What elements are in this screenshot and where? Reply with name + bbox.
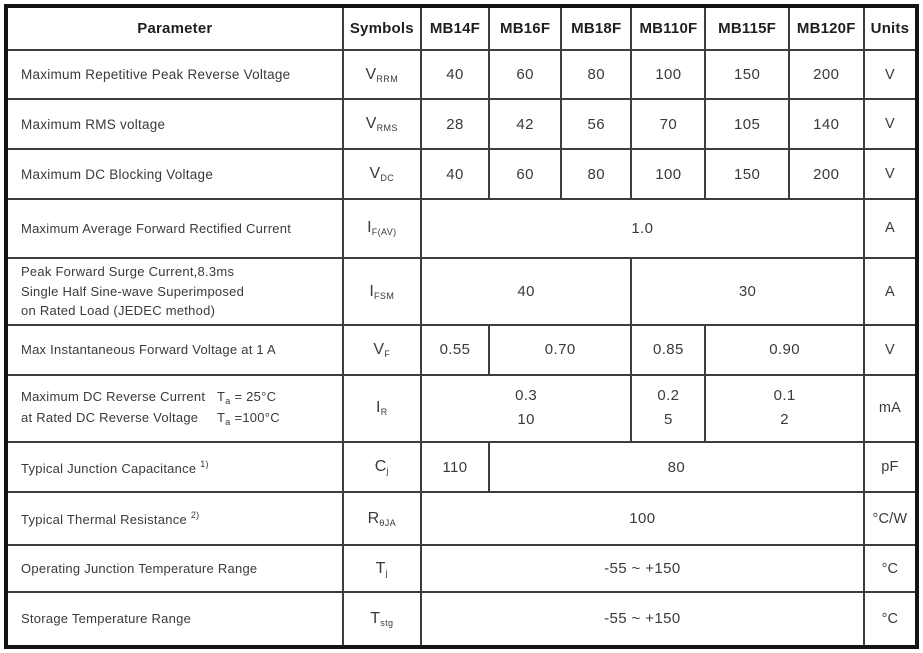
unit-cell: V [864, 99, 917, 149]
param-cell: Operating Junction Temperature Range [6, 545, 343, 591]
value-cell: 100 [631, 50, 705, 99]
value-line: 10 [517, 411, 535, 429]
table-row [6, 492, 917, 545]
param-cell [6, 375, 343, 442]
symbol-subscript: RRM [376, 73, 399, 84]
symbol-base: I [376, 399, 381, 417]
symbol-base: C [374, 458, 387, 476]
value-cell-span-all: -55 ~ +150 [421, 545, 864, 591]
symbol-cell [343, 258, 421, 325]
symbol-subscript: F(AV) [371, 227, 397, 238]
unit-cell: mA [864, 375, 917, 442]
param-line: Single Half Sine-wave Superimposed [21, 283, 245, 299]
param-line-with-condition [21, 387, 338, 409]
symbol-base: T [375, 559, 386, 577]
value-cell: 70 [631, 99, 705, 149]
param-line-text: at Rated DC Reverse Voltage [21, 410, 199, 426]
unit-cell: °C [864, 545, 917, 591]
col-header-part-mb120f: MB120F [789, 6, 864, 50]
table-row [6, 545, 917, 591]
symbol-base: I [367, 219, 372, 237]
symbol-cell [343, 592, 421, 647]
value-cell: 0.55 [421, 325, 489, 374]
symbol-subscript: R [380, 407, 388, 418]
col-header-part-mb18f: MB18F [561, 6, 631, 50]
symbol-base: I [369, 282, 375, 300]
table-row [6, 258, 917, 325]
value-cell-span: 80 [489, 442, 864, 492]
value-cell-span-all: 1.0 [421, 199, 864, 258]
symbol-cell [343, 99, 421, 149]
value-cell: 60 [489, 149, 561, 198]
symbol-cell [343, 199, 421, 258]
param-cell: Maximum Average Forward Rectified Current [6, 199, 343, 258]
value-cell: 200 [789, 50, 864, 99]
symbol-base: V [365, 115, 377, 133]
symbol-subscript: F [384, 348, 391, 359]
param-cell: Maximum DC Blocking Voltage [6, 149, 343, 198]
col-header-units: Units [864, 6, 917, 50]
symbol-subscript: j [386, 466, 389, 477]
maximum-ratings-table [4, 4, 919, 649]
symbol-subscript: j [385, 567, 388, 578]
condition-subscript: a [225, 395, 231, 406]
symbol-base: V [373, 340, 385, 358]
symbol-cell [343, 492, 421, 545]
symbol-base: R [367, 509, 380, 527]
symbol-subscript: θJA [379, 517, 397, 528]
param-cell [6, 492, 343, 545]
symbol-cell [343, 325, 421, 374]
value-line: 0.1 [773, 387, 796, 405]
value-cell: 150 [705, 149, 788, 198]
value-cell: 0.85 [631, 325, 705, 374]
param-line-with-condition [21, 408, 338, 430]
value-line: 0.3 [515, 387, 538, 405]
value-cell: 60 [489, 50, 561, 99]
col-header-symbols: Symbols [343, 6, 421, 50]
value-cell: 80 [561, 149, 631, 198]
param-cell: Maximum Repetitive Peak Reverse Voltage [6, 50, 343, 99]
value-cell-span: 40 [421, 258, 631, 325]
value-cell: 150 [705, 50, 788, 99]
table-row [6, 325, 917, 374]
table-row [6, 375, 917, 442]
value-cell: 105 [705, 99, 788, 149]
unit-cell: A [864, 199, 917, 258]
param-cell: Maximum RMS voltage [6, 99, 343, 149]
col-header-parameter: Parameter [6, 6, 343, 50]
value-cell: 40 [421, 149, 489, 198]
footnote-marker: 1) [200, 458, 209, 469]
param-text: Typical Thermal Resistance [21, 512, 187, 528]
symbol-cell [343, 149, 421, 198]
value-cell-span [421, 375, 631, 442]
value-line: 5 [664, 411, 673, 429]
condition-text: $T_a =100^\circ C$ [217, 410, 280, 428]
param-text: Typical Junction Capacitance [21, 460, 197, 476]
param-line: on Rated Load (JEDEC method) [21, 303, 216, 319]
value-cell-span-all: -55 ~ +150 [421, 592, 864, 647]
symbol-subscript: RMS [376, 123, 398, 134]
value-cell-span [705, 375, 863, 442]
value-cell [631, 375, 705, 442]
unit-cell: V [864, 50, 917, 99]
param-line-text: Maximum DC Reverse Current [21, 388, 206, 404]
symbol-cell [343, 442, 421, 492]
value-line: 2 [780, 411, 790, 429]
symbol-base: T [370, 609, 381, 627]
condition-text: $T_a = 25^\circ C$ [217, 388, 277, 406]
symbol-base: V [365, 65, 377, 83]
condition-subscript: a [225, 417, 231, 428]
symbol-cell [343, 375, 421, 442]
symbol-subscript: FSM [374, 290, 395, 301]
symbol-base: V [369, 165, 381, 183]
table-row [6, 442, 917, 492]
value-cell-span: 30 [631, 258, 863, 325]
table-row [6, 149, 917, 198]
value-cell: 200 [789, 149, 864, 198]
col-header-part-mb110f: MB110F [631, 6, 705, 50]
value-cell-span: 0.70 [489, 325, 631, 374]
param-cell [6, 442, 343, 492]
value-cell: 40 [421, 50, 489, 99]
value-cell: 110 [421, 442, 489, 492]
value-cell: 80 [561, 50, 631, 99]
symbol-cell [343, 50, 421, 99]
param-cell: Max Instantaneous Forward Voltage at 1 A [6, 325, 343, 374]
symbol-subscript: stg [380, 617, 394, 628]
param-cell: Storage Temperature Range [6, 592, 343, 647]
param-cell [6, 258, 343, 325]
value-cell: 140 [789, 99, 864, 149]
value-cell: 100 [631, 149, 705, 198]
unit-cell: °C [864, 592, 917, 647]
value-cell-span-all: 100 [421, 492, 864, 545]
table-row [6, 199, 917, 258]
symbol-subscript: DC [380, 173, 395, 184]
footnote-marker: 2) [190, 510, 200, 521]
unit-cell: A [864, 258, 917, 325]
table-row [6, 99, 917, 149]
value-cell: 42 [489, 99, 561, 149]
col-header-part-mb115f: MB115F [705, 6, 788, 50]
param-line: Peak Forward Surge Current,8.3ms [21, 264, 235, 280]
unit-cell: V [864, 149, 917, 198]
header-row [6, 6, 917, 50]
unit-cell: pF [864, 442, 917, 492]
table-row [6, 592, 917, 647]
col-header-part-mb14f: MB14F [421, 6, 489, 50]
unit-cell: V [864, 325, 917, 374]
col-header-part-mb16f: MB16F [489, 6, 561, 50]
unit-cell: °C/W [864, 492, 917, 545]
value-cell: 56 [561, 99, 631, 149]
symbol-cell [343, 545, 421, 591]
value-line: 0.2 [657, 387, 680, 405]
table-row [6, 50, 917, 99]
value-cell-span: 0.90 [705, 325, 863, 374]
value-cell: 28 [421, 99, 489, 149]
